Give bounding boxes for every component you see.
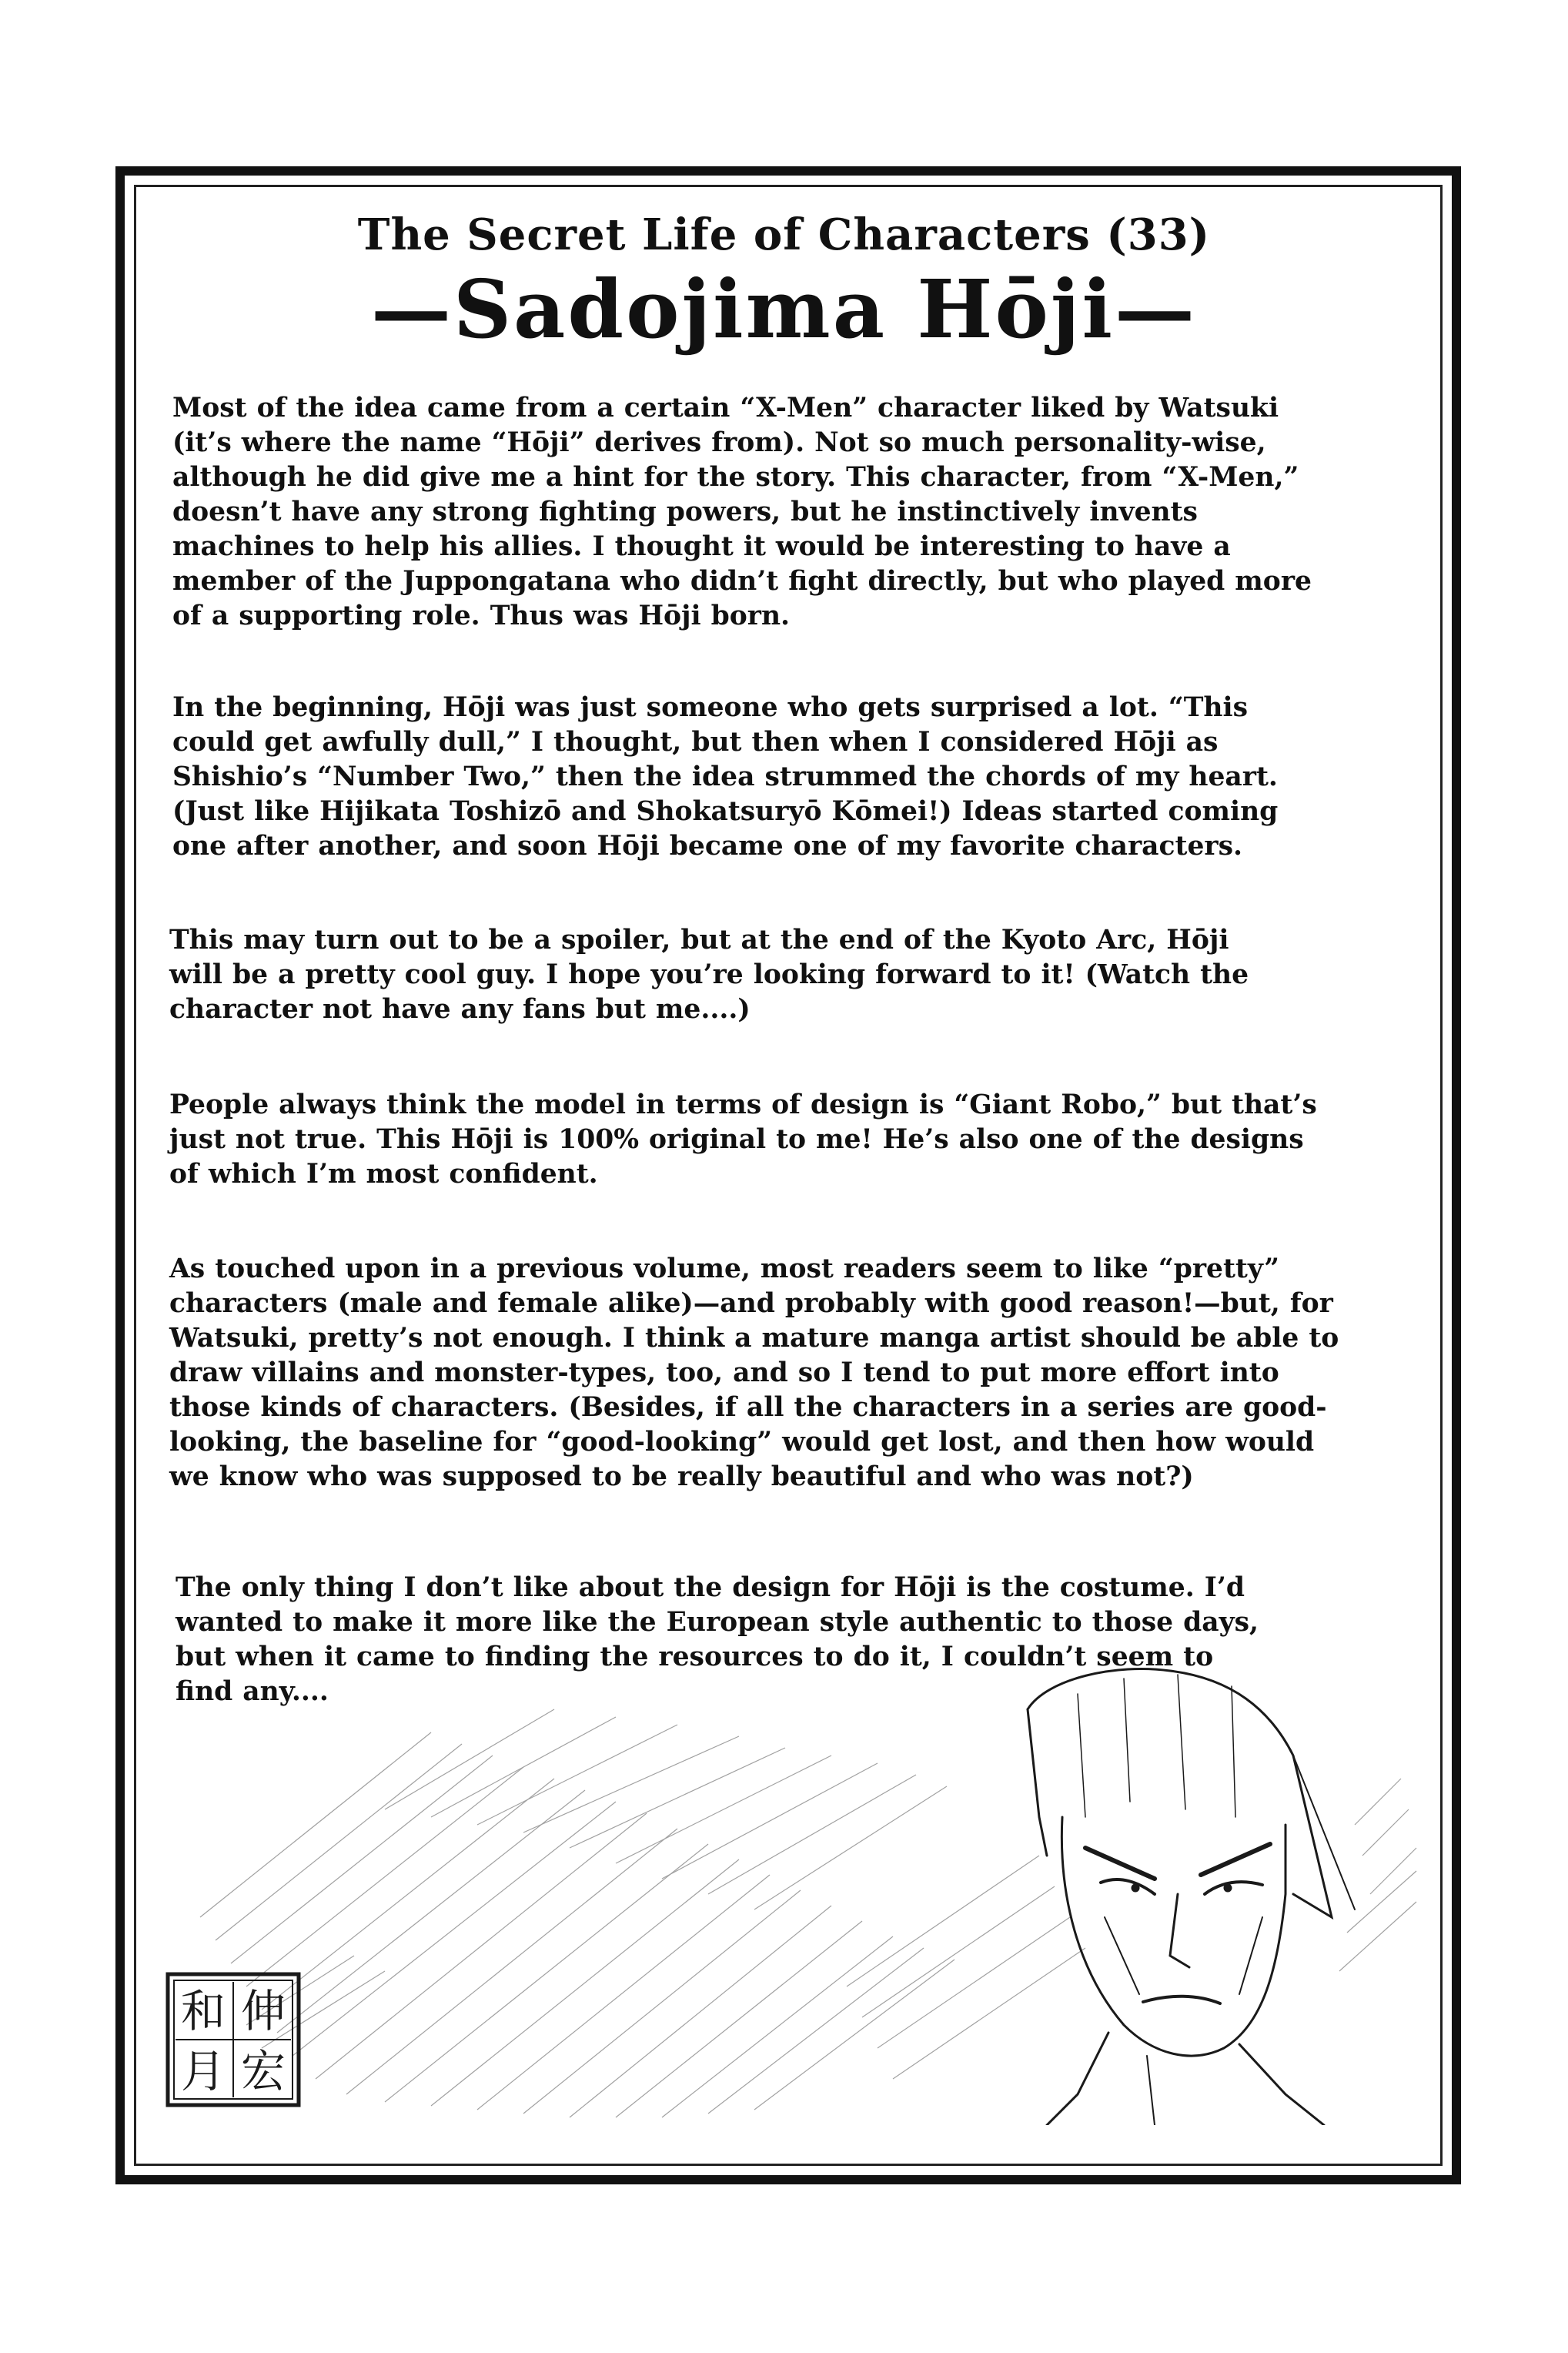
paragraph-2: In the beginning, Hōji was just someone who gets surprised a lot. “This could get awfully dull,” I thought, but then when I considered Hōji as Shishio’s “Number Two,” then the idea strummed the chords of my heart. (Just like Hijikata Toshizō and Shokatsuryō Kōmei!) Ideas started coming one after another, and soon Hōji became one of my favorite characters. [172,692,1279,862]
paragraph-3: This may turn out to be a spoiler, but at the end of the Kyoto Arc, Hōji will be a pretty cool guy. I hope you’re looking forward to it! (Watch the character not have any fans but me....) [169,925,1249,1025]
page-subtitle: —Sadojima Hōji— [370,262,1198,356]
paragraph-6: The only thing I don’t like about the design for Hōji is the costume. I’d wanted to make it more like the European style authentic to those days, but when it came to finding the resources to do it, I couldn’t seem to find any.... [176,1572,1259,1707]
seal-char-2: 宏 [240,2045,286,2097]
paragraph-4: People always think the model in terms of design is “Giant Robo,” but that’s just not true. This Hōji is 100% original to me! He’s also one of the designs of which I’m most confident. [169,1089,1317,1190]
seal-char-4: 月 [180,2045,226,2097]
character-portrait [1028,1669,1355,2125]
seal-char-1: 伸 [240,1985,286,2037]
seal-char-3: 和 [180,1985,226,2037]
page-title: The Secret Life of Characters (33) [357,209,1211,260]
artist-seal [165,1971,302,2108]
paragraph-1: Most of the idea came from a certain “X-Men” character liked by Watsuki (it’s where the name “Hōji” derives from). Not so much personality-wise, although he did give me a hint for the story. This character, from “X-Men,” doesn’t have any strong fighting powers, but he instinctively invents machines to help his allies. I thought it would be interesting to have a member of the Juppongatana who didn’t fight directly, but who played more of a supporting role. Thus was Hōji born. [172,393,1312,631]
character-sketch-icon [154,1663,1424,2125]
paragraph-5: As touched upon in a previous volume, most readers seem to like “pretty” characters (male and female alike)—and probably with good reason!—but, for Watsuki, pretty’s not enough. I think a mature manga artist should be able to draw villains and monster-types, too, and so I tend to put more effort into those kinds of characters. (Besides, if all the characters in a series are good- looking, the baseline for “good-looking” would get lost, and then how would we know who was supposed to be really beautiful and who was not?) [169,1253,1339,1492]
